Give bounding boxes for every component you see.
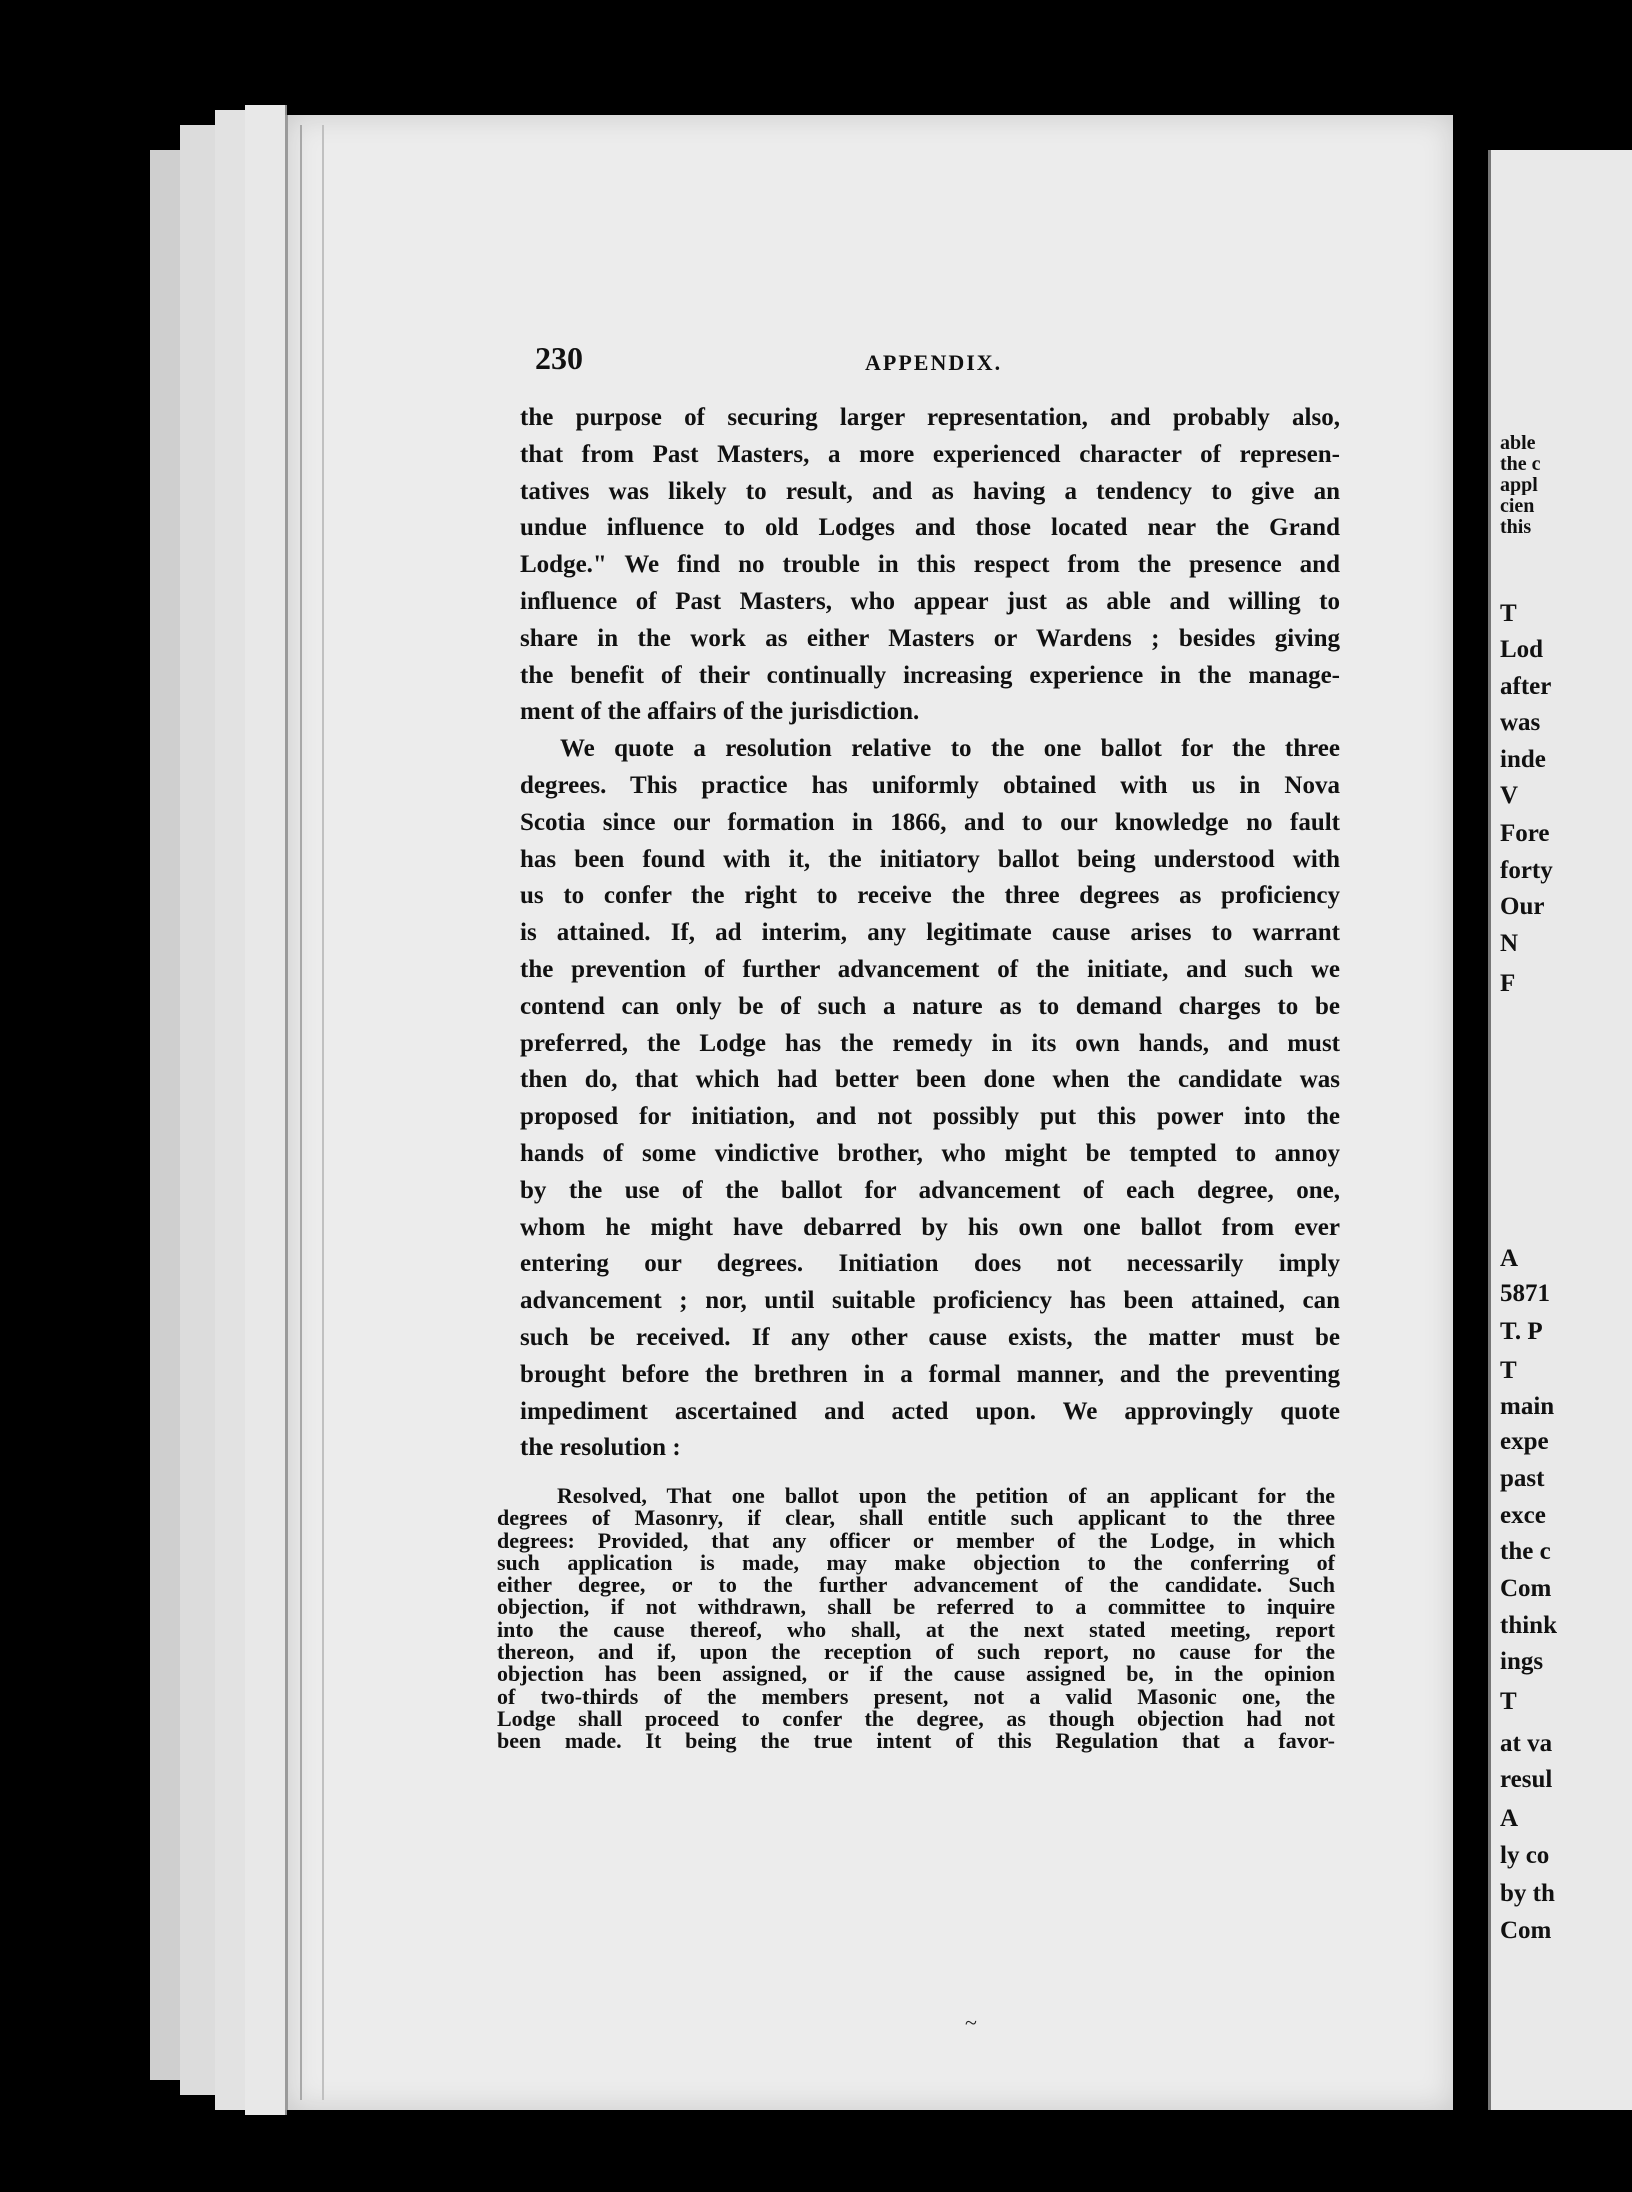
facing-page-line: after: [1500, 673, 1552, 700]
facing-page-line: this: [1500, 517, 1532, 537]
body-line: Lodge." We find no trouble in this respect from the presence and: [520, 551, 1340, 579]
body-line: advancement ; nor, until suitable proficiency has been attained, can: [520, 1287, 1340, 1315]
facing-page-line: inde: [1500, 746, 1546, 773]
body-line: tatives was likely to result, and as having a tendency to give an: [520, 477, 1340, 505]
facing-page-line: A: [1500, 1805, 1519, 1832]
body-line: such be received. If any other cause exists, the matter must be: [520, 1323, 1340, 1351]
facing-page-line: was: [1500, 709, 1541, 736]
facing-page-line: the c: [1500, 1538, 1551, 1565]
facing-page-line: A: [1500, 1245, 1519, 1272]
body-line: share in the work as either Masters or Wardens ; besides giving: [520, 624, 1340, 652]
facing-page-line: forty: [1500, 857, 1553, 884]
body-line: is attained. If, ad interim, any legitimate cause arises to warrant: [520, 919, 1340, 947]
facing-page-line: main: [1500, 1393, 1555, 1420]
quoted-resolution: [497, 1485, 1335, 1753]
page-edge: [245, 105, 287, 2115]
facing-page-line: 5871: [1500, 1280, 1550, 1307]
body-line: the prevention of further advancement of the initiate, and such we: [520, 955, 1340, 983]
body-line: brought before the brethren in a formal manner, and the preventing: [520, 1360, 1340, 1388]
facing-page-line: think: [1500, 1612, 1557, 1639]
body-line: whom he might have debarred by his own one ballot from ever: [520, 1213, 1340, 1241]
body-line: degrees. This practice has uniformly obtained with us in Nova: [520, 771, 1340, 799]
quote-line: of two-thirds of the members present, not a valid Masonic one, the: [497, 1683, 1335, 1709]
facing-page-line: F: [1500, 970, 1516, 997]
facing-page-line: T: [1500, 600, 1517, 627]
body-line: then do, that which had better been done when the candidate was: [520, 1066, 1340, 1094]
quote-line: Resolved, That one ballot upon the petition of an applicant for the: [557, 1483, 1335, 1508]
facing-page-line: by th: [1500, 1880, 1555, 1907]
quote-line: such application is made, may make objection to the conferring of: [497, 1549, 1335, 1575]
body-line: entering our degrees. Initiation does not necessarily imply: [520, 1250, 1340, 1278]
body-line: preferred, the Lodge has the remedy in its own hands, and must: [520, 1029, 1340, 1057]
facing-page-line: exce: [1500, 1502, 1546, 1529]
body-line: We quote a resolution relative to the one ballot for the three: [560, 735, 1340, 763]
body-line: the purpose of securing larger representation, and probably also,: [520, 404, 1340, 431]
quote-line: into the cause thereof, who shall, at the next stated meeting, report: [497, 1616, 1335, 1642]
facing-page-line: resul: [1500, 1766, 1553, 1793]
quote-line: been made. It being the true intent of this Regulation that a favor-: [497, 1728, 1335, 1754]
facing-page-line: Fore: [1500, 820, 1550, 847]
facing-page-line: ly co: [1500, 1842, 1550, 1869]
facing-page-line: appl: [1500, 475, 1538, 495]
quote-line: either degree, or to the further advancement of the candidate. Such: [497, 1572, 1335, 1598]
facing-page-line: past: [1500, 1465, 1545, 1492]
page-inner-edge: [300, 125, 324, 2100]
body-line: contend can only be of such a nature as to demand charges to be: [520, 992, 1340, 1020]
facing-page-line: T: [1500, 1357, 1517, 1384]
quote-line: objection, if not withdrawn, shall be referred to a committee to inquire: [497, 1594, 1335, 1620]
page-heading: APPENDIX.: [865, 350, 1003, 375]
running-head: [535, 340, 1355, 380]
body-line: by the use of the ballot for advancement of each degree, one,: [520, 1176, 1340, 1204]
body-line: hands of some vindictive brother, who might be tempted to annoy: [520, 1139, 1340, 1167]
body-line: undue influence to old Lodges and those located near the Grand: [520, 514, 1340, 542]
facing-page-line: N: [1500, 930, 1519, 957]
body-text: [520, 400, 1340, 1467]
body-line: ment of the affairs of the jurisdiction.: [520, 698, 920, 726]
body-line: that from Past Masters, a more experienced character of represen-: [520, 440, 1340, 468]
body-line: the resolution :: [520, 1434, 681, 1462]
quote-line: objection has been assigned, or if the cause assigned be, in the opinion: [497, 1661, 1335, 1687]
facing-page-line: Lod: [1500, 636, 1544, 663]
body-line: impediment ascertained and acted upon. We approvingly quote: [520, 1397, 1340, 1425]
facing-page-line: the c: [1500, 454, 1541, 474]
facing-page-line: ings: [1500, 1648, 1544, 1675]
quote-line: degrees of Masonry, if clear, shall entitle such applicant to the three: [497, 1505, 1335, 1531]
facing-page-line: at va: [1500, 1730, 1553, 1757]
body-line: proposed for initiation, and not possibly put this power into the: [520, 1103, 1340, 1131]
facing-page-line: Com: [1500, 1917, 1552, 1944]
quote-line: thereon, and if, upon the reception of such report, no cause for the: [497, 1639, 1335, 1665]
facing-page-line: Our: [1500, 893, 1545, 920]
facing-page-line: T. P: [1500, 1318, 1543, 1345]
footer-mark: ~: [965, 2010, 977, 2035]
facing-page-line: able: [1500, 433, 1536, 453]
page-number: 230: [535, 340, 583, 376]
facing-page-line: V: [1500, 782, 1519, 809]
body-line: has been found with it, the initiatory ballot being understood with: [520, 845, 1340, 873]
facing-page-line: expe: [1500, 1428, 1549, 1455]
facing-page-line: T: [1500, 1688, 1517, 1715]
body-line: the benefit of their continually increasing experience in the manage-: [520, 661, 1340, 689]
body-line: influence of Past Masters, who appear just as able and willing to: [520, 587, 1340, 615]
facing-page-line: cien: [1500, 496, 1535, 516]
quote-line: degrees: Provided, that any officer or member of the Lodge, in which: [497, 1527, 1335, 1553]
quote-line: Lodge shall proceed to confer the degree, as though objection had not: [497, 1705, 1335, 1731]
facing-page-line: Com: [1500, 1575, 1552, 1602]
body-line: us to confer the right to receive the three degrees as proficiency: [520, 882, 1340, 910]
body-line: Scotia since our formation in 1866, and to our knowledge no fault: [520, 808, 1340, 836]
